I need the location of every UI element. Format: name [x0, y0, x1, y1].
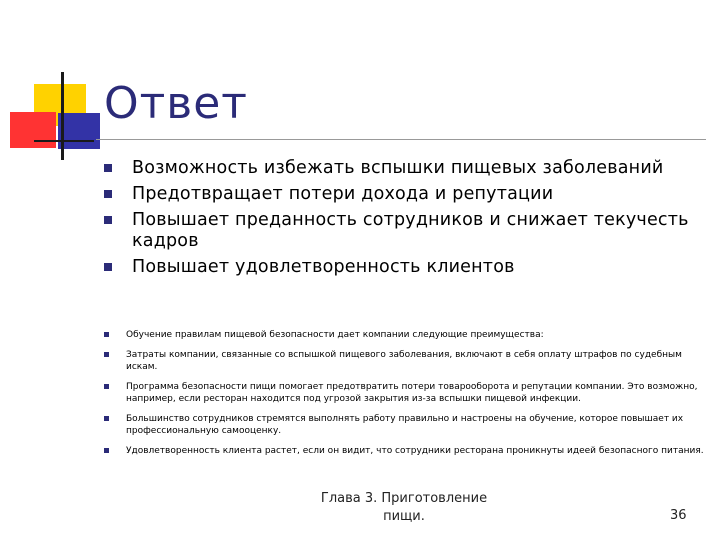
- main-bullet-item: [102, 257, 692, 278]
- decor-blue-square: [58, 113, 100, 149]
- page-number: 36: [670, 508, 687, 523]
- small-bullet-icon: [104, 352, 109, 357]
- small-bullet-icon: [104, 416, 109, 421]
- small-bullet-icon: [104, 332, 109, 337]
- decor-horizontal-line: [34, 140, 94, 142]
- decor-red-square: [10, 112, 56, 148]
- main-bullet-item: [102, 158, 692, 179]
- main-bullet-item: [102, 210, 692, 252]
- note-item: [104, 329, 704, 342]
- slide-title: Ответ: [104, 78, 248, 129]
- square-bullet-icon: [104, 190, 112, 198]
- main-bullet-text: Предотвращает потери дохода и репутации: [132, 184, 554, 204]
- notes-bullet-list: [104, 329, 704, 464]
- note-text: Обучение правилам пищевой безопасности дает компании следующие преимущества:: [126, 330, 544, 340]
- slide-footer: [294, 490, 514, 526]
- note-item: [104, 349, 704, 374]
- main-bullet-list: [102, 158, 692, 283]
- small-bullet-icon: [104, 448, 109, 453]
- square-bullet-icon: [104, 216, 112, 224]
- main-bullet-text: Повышает удовлетворенность клиентов: [132, 257, 515, 277]
- footer-chapter-line: Глава 3. Приготовление: [320, 491, 488, 506]
- square-bullet-icon: [104, 164, 112, 172]
- main-bullet-item: [102, 184, 692, 205]
- note-text: Затраты компании, связанные со вспышкой пищевого заболевания, включают в себя оплату штрафов по судебным искам.: [126, 349, 682, 372]
- square-bullet-icon: [104, 263, 112, 271]
- note-text: Большинство сотрудников стремятся выполнять работу правильно и настроены на обучение, которое повышает их профессиональную самооценку.: [126, 413, 684, 436]
- title-underline: [96, 139, 706, 140]
- note-item: [104, 413, 704, 438]
- note-item: [104, 445, 704, 458]
- main-bullet-text: Повышает преданность сотрудников и снижает текучесть кадров: [132, 210, 689, 251]
- small-bullet-icon: [104, 384, 109, 389]
- main-bullet-text: Возможность избежать вспышки пищевых заболеваний: [132, 158, 664, 178]
- footer-chapter-line2: пищи.: [383, 509, 425, 524]
- note-item: [104, 381, 704, 406]
- decor-vertical-line: [61, 72, 64, 160]
- note-text: Удовлетворенность клиента растет, если он видит, что сотрудники ресторана проникнуты идеей безопасного питания.: [126, 445, 704, 456]
- note-text: Программа безопасности пищи помогает предотвратить потери товарооборота и репутации компании. Это возможно, например, если ресторан находится под угрозой закрытия из-за вспышки пищевой инфекции.: [126, 381, 698, 404]
